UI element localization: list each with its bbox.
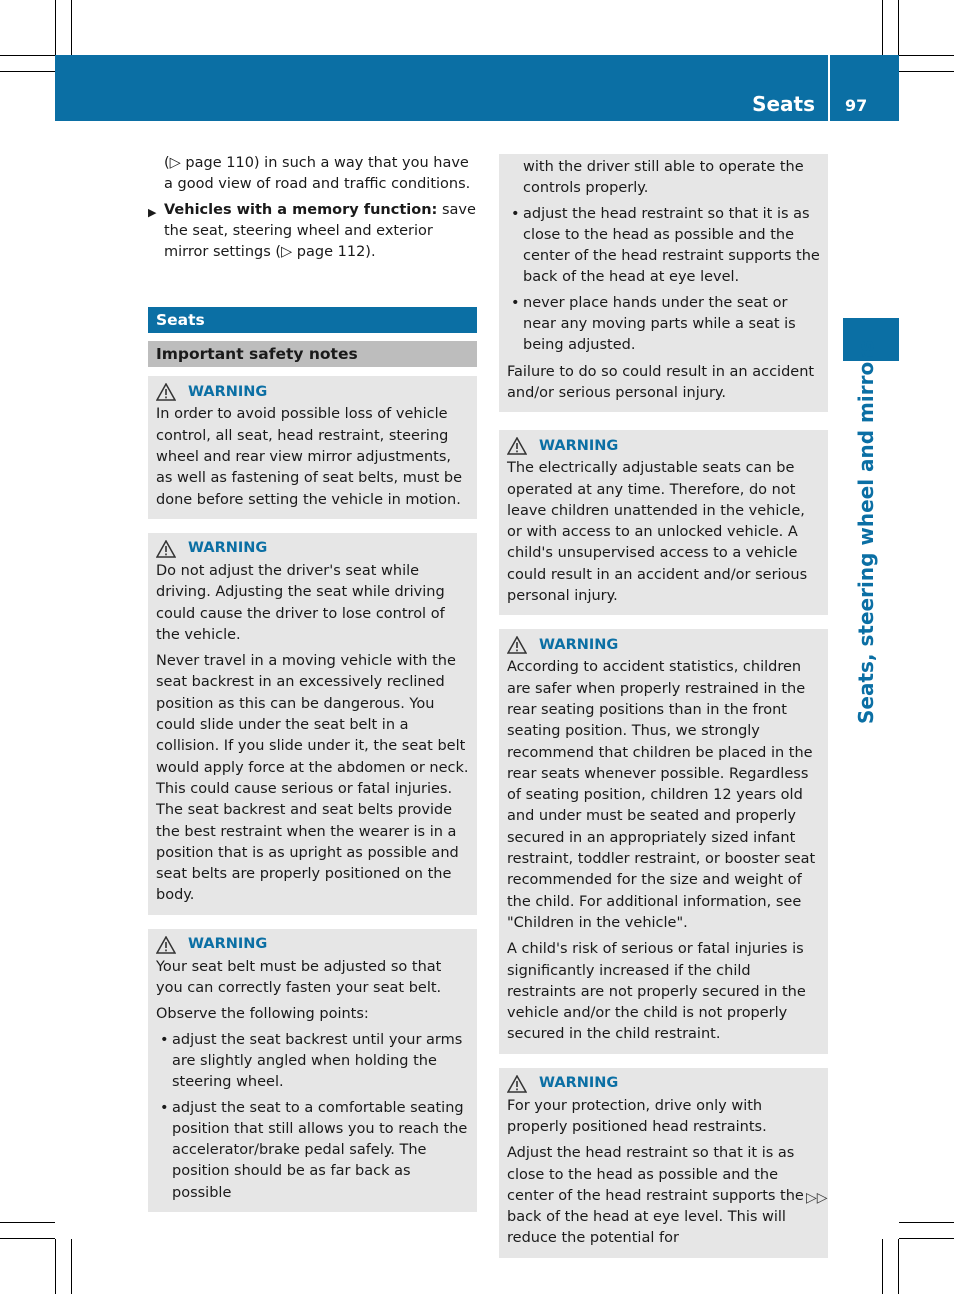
warning-header [507, 633, 820, 657]
intro-text: (▷ page 110) in such a way that you have a good view of road and traffic conditions. [164, 155, 471, 193]
page-header [55, 55, 899, 121]
warning-box [148, 376, 477, 518]
memory-function-label: Vehicles with a memory function: [164, 201, 438, 218]
warning-box-continued [499, 154, 828, 412]
memory-function-item [148, 200, 477, 264]
warning-text: with the driver still able to operate the controls properly. [523, 159, 804, 197]
warning-triangle-icon [507, 1075, 527, 1093]
list-item-text: adjust the seat backrest until your arms are slightly angled when holding the steering wheel. [172, 1031, 463, 1091]
crop-mark [0, 1222, 55, 1223]
crop-mark [71, 1239, 72, 1294]
warning-header [156, 537, 469, 561]
warning-text: In order to avoid possible loss of vehicle control, all seat, head restraint, steering wheel and rear view mirror adjustments, as well as fastening of seat belts, must be done before setting the vehicle in motion. [156, 406, 463, 508]
crop-mark [899, 1222, 954, 1223]
warning-label: WARNING [539, 636, 619, 653]
warning-triangle-icon [156, 936, 176, 954]
crop-mark [882, 0, 883, 55]
crop-mark [898, 0, 899, 55]
warning-text: According to accident statistics, children are safer when properly restrained in the rear seating positions than in the front seating position. Thus, we strongly recommend that children be placed in the rear seats whenever possible. Regardless of seating position, children 12 years old and under must be seated and properly secured in an appropriately sized infant restraint, toddler restraint, or booster seat recommended for the size and weight of the child. For additional information, see "Children in the vehicle". [507, 659, 816, 931]
list-item [156, 1030, 469, 1094]
warning-label: WARNING [188, 540, 268, 557]
bullet-icon: • [511, 294, 520, 311]
bullet-icon: • [160, 1031, 169, 1048]
warning-triangle-icon [507, 636, 527, 654]
warning-label: WARNING [539, 1075, 619, 1092]
crop-mark [55, 1239, 56, 1294]
crop-mark [882, 1239, 883, 1294]
warning-text: A child's risk of serious or fatal injuries is significantly increased if the child restraints are not properly secured in the vehicle and/or the child is not properly secured in the child restraint. [507, 941, 806, 1043]
warning-box [499, 629, 828, 1053]
warning-header [507, 434, 820, 458]
crop-mark [898, 1239, 899, 1294]
continued-arrows-icon: ▷▷ [806, 1190, 828, 1206]
crop-mark [899, 71, 954, 72]
warning-box [148, 533, 477, 915]
list-item [507, 204, 820, 289]
crop-mark [899, 1238, 954, 1239]
play-arrow-icon: ▶ [148, 205, 157, 219]
memory-function-text: save the seat, steering wheel and exterior mirror settings (▷ page 112). [164, 201, 476, 261]
bullet-icon: • [511, 205, 520, 222]
list-item [156, 1098, 469, 1204]
warning-triangle-icon [507, 437, 527, 455]
section-title: Seats [148, 307, 477, 333]
header-title: Seats [752, 92, 815, 116]
crop-mark [71, 0, 72, 55]
crop-mark [55, 0, 56, 55]
page-number: 97 [845, 96, 868, 115]
left-column [148, 153, 477, 1212]
crop-mark [0, 71, 55, 72]
warning-text: Failure to do so could result in an accident and/or serious personal injury. [507, 363, 815, 401]
subsection-title: Important safety notes [148, 341, 477, 367]
list-item-text: adjust the head restraint so that it is as close to the head as possible and the center of the head restraint supports the back of the head at eye level. [523, 205, 820, 286]
warning-box [499, 430, 828, 615]
chapter-title: Seats, steering wheel and mirrors [854, 340, 878, 724]
warning-text: Observe the following points: [156, 1006, 369, 1023]
warning-box [499, 1068, 828, 1258]
warning-triangle-icon [156, 383, 176, 401]
warning-box [148, 929, 477, 1212]
warning-label: WARNING [188, 383, 268, 400]
header-divider [828, 55, 830, 121]
warning-header [156, 380, 469, 404]
warning-text: Adjust the head restraint so that it is as close to the head as possible and the center of the head restraint supports the back of the head at eye level. This will reduce the potential for [507, 1145, 804, 1247]
warning-text: Your seat belt must be adjusted so that you can correctly fasten your seat belt. [156, 958, 442, 997]
bullet-icon: • [160, 1099, 169, 1116]
crop-mark [0, 1238, 55, 1239]
warning-text: Do not adjust the driver's seat while driving. Adjusting the seat while driving could cause the driver to lose control of the vehicle. [156, 562, 445, 643]
warning-label: WARNING [539, 437, 619, 454]
warning-text: The electrically adjustable seats can be operated at any time. Therefore, do not leave children unattended in the vehicle, or with access to an unlocked vehicle. A child's unsupervised access to a vehicle could result in an accident and/or serious personal injury. [507, 460, 808, 605]
list-item [507, 293, 820, 357]
crop-mark [899, 55, 954, 56]
list-item-text: never place hands under the seat or near any moving parts while a seat is being adjusted. [523, 294, 796, 354]
list-item-text: adjust the seat to a comfortable seating position that still allows you to reach the accelerator/brake pedal safely. The position should be as far back as possible [172, 1099, 468, 1201]
crop-mark [0, 55, 55, 56]
warning-header [156, 933, 469, 957]
warning-text: Never travel in a moving vehicle with the seat backrest in an excessively reclined position as this can be dangerous. You could slide under the seat belt in a collision. If you slide under it, the seat belt would apply force at the abdomen or neck. This could cause serious or fatal injuries. The seat backrest and seat belts provide the best restraint when the wearer is in a position that is as upright as possible and seat belts are properly positioned on the body. [156, 653, 469, 904]
warning-text: For your protection, drive only with properly positioned head restraints. [507, 1097, 767, 1135]
warning-label: WARNING [188, 936, 268, 953]
right-column [499, 154, 828, 1258]
warning-header [507, 1072, 820, 1096]
warning-triangle-icon [156, 540, 176, 558]
